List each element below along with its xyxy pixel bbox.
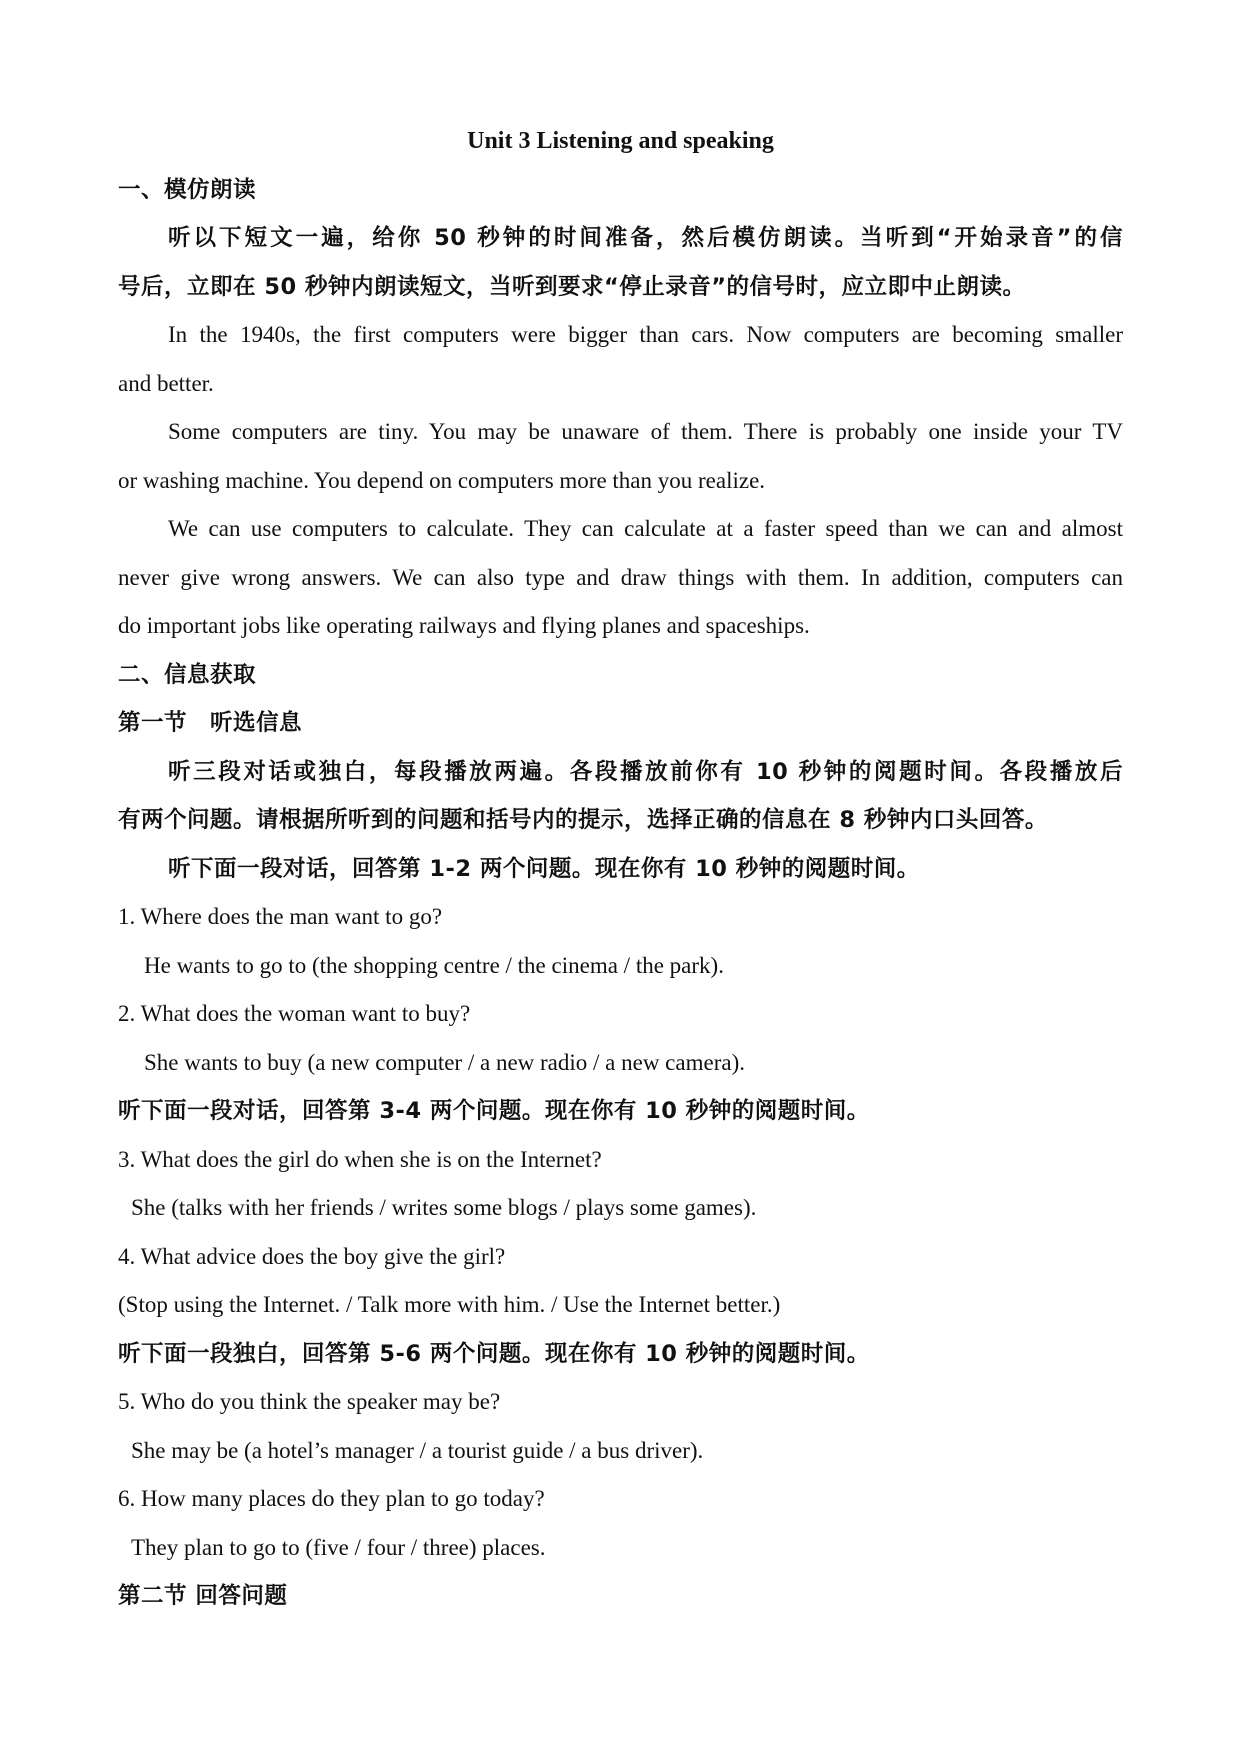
answer-options-1: He wants to go to (the shopping centre / the cinema / the park). bbox=[144, 952, 724, 978]
part1-instruction-line-1: 听三段对话或独白，每段播放两遍。各段播放前你有 10 秒钟的阅题时间。各段播放后 bbox=[168, 758, 1123, 785]
question-6: 6. How many places do they plan to go today? bbox=[118, 1486, 545, 1511]
group2-intro: 听下面一段对话，回答第 3-4 两个问题。现在你有 10 秒钟的阅题时间。 bbox=[118, 1098, 870, 1124]
group3-intro: 听下面一段独白，回答第 5-6 两个问题。现在你有 10 秒钟的阅题时间。 bbox=[118, 1340, 870, 1367]
answer-options-4: (Stop using the Internet. / Talk more with him. / Use the Internet better.) bbox=[118, 1292, 781, 1317]
passage-line-4: or washing machine. You depend on computers more than you realize. bbox=[118, 467, 766, 493]
part2-heading: 第二节 回答问题 bbox=[118, 1583, 288, 1609]
answer-options-6: They plan to go to (five / four / three) places. bbox=[131, 1534, 546, 1560]
passage-line-5: We can use computers to calculate. They can calculate at a faster speed than we can and almost bbox=[168, 516, 1123, 541]
question-1: 1. Where does the man want to go? bbox=[118, 904, 443, 929]
section1-instruction-line-1: 听以下短文一遍，给你 50 秒钟的时间准备，然后模仿朗读。当听到“开始录音”的信 bbox=[168, 225, 1123, 251]
answer-options-2: She wants to buy (a new computer / a new radio / a new camera). bbox=[144, 1049, 745, 1075]
page-title: Unit 3 Listening and speaking bbox=[467, 128, 774, 154]
question-4: 4. What advice does the boy give the girl? bbox=[118, 1243, 506, 1269]
passage-line-2: and better. bbox=[118, 370, 214, 396]
passage-line-3: Some computers are tiny. You may be unaware of them. There is probably one inside your TV bbox=[168, 419, 1123, 444]
answer-options-3: She (talks with her friends / writes some blogs / plays some games). bbox=[131, 1195, 757, 1220]
section1-heading: 一、模仿朗读 bbox=[118, 176, 257, 203]
passage-line-7: do important jobs like operating railways and flying planes and spaceships. bbox=[118, 613, 810, 638]
question-2: 2. What does the woman want to buy? bbox=[118, 1001, 471, 1026]
section1-instruction-line-2: 号后，立即在 50 秒钟内朗读短文，当听到要求“停止录音”的信号时，应立即中止朗读。 bbox=[118, 273, 1026, 300]
question-5: 5. Who do you think the speaker may be? bbox=[118, 1389, 501, 1414]
section2-heading: 二、信息获取 bbox=[118, 661, 257, 688]
part1-instruction-line-2: 有两个问题。请根据所听到的问题和括号内的提示，选择正确的信息在 8 秒钟内口头回答。 bbox=[118, 807, 1048, 833]
group1-intro: 听下面一段对话，回答第 1-2 两个问题。现在你有 10 秒钟的阅题时间。 bbox=[168, 855, 920, 882]
answer-options-5: She may be (a hotel’s manager / a tourist guide / a bus driver). bbox=[131, 1437, 704, 1463]
passage-line-1: In the 1940s, the first computers were bigger than cars. Now computers are becoming smaller bbox=[168, 322, 1123, 347]
question-3: 3. What does the girl do when she is on the Internet? bbox=[118, 1146, 602, 1172]
passage-line-6: never give wrong answers. We can also type and draw things with them. In addition, computers can bbox=[118, 564, 1123, 590]
part1-heading: 第一节 听选信息 bbox=[118, 710, 303, 736]
